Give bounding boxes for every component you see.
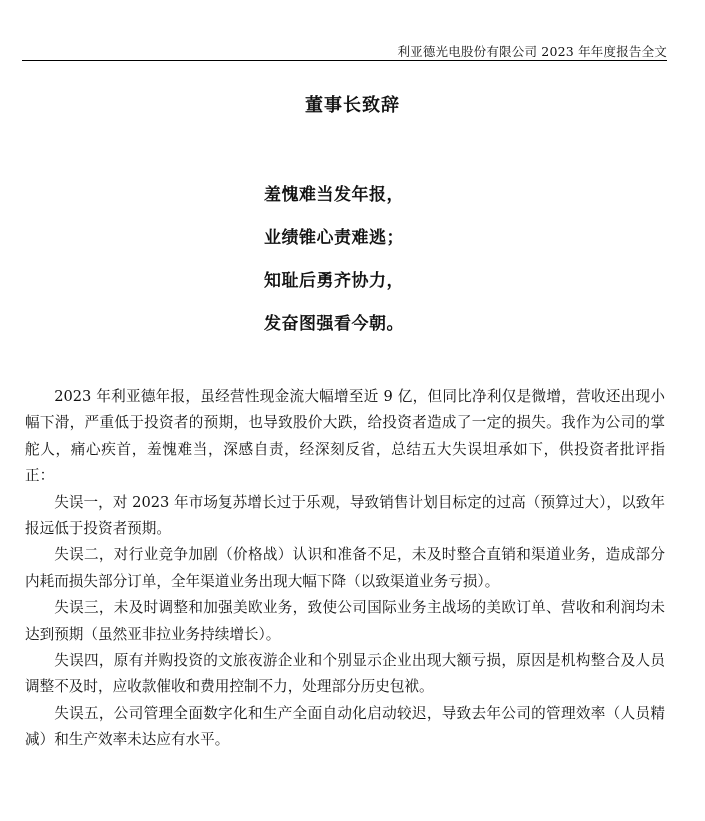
page-title: 董事长致辞 [305, 95, 400, 116]
mistake-three-paragraph: 失误三，未及时调整和加强美欧业务，致使公司国际业务主战场的美欧订单、营收和利润均未达到预期（虽然亚非拉业务持续增长）。 [25, 599, 665, 643]
running-header: 利亚德光电股份有限公司 2023 年年度报告全文 [397, 44, 667, 59]
poem-line: 羞愧难当发年报， [264, 185, 404, 205]
poem-line: 知耻后勇齐协力， [264, 271, 404, 291]
body-text [25, 384, 665, 754]
header-divider [22, 60, 667, 61]
mistake-five-paragraph: 失误五，公司管理全面数字化和生产全面自动化启动较迟，导致去年公司的管理效率（人员精减）和生产效率未达应有水平。 [25, 704, 665, 749]
mistake-four-paragraph: 失误四，原有并购投资的文旅夜游企业和个别显示企业出现大额亏损，原因是机构整合及人员调整不及时，应收款催收和费用控制不力，处理部分历史包袱。 [25, 652, 665, 696]
intro-paragraph: 2023 年利亚德年报，虽经营性现金流大幅增至近 9 亿，但同比净利仅是微增，营收还出现小幅下滑，严重低于投资者的预期，也导致股价大跌，给投资者造成了一定的损失。我作为公司的掌舵人，痛心疾首，羞愧难当，深感自责，经深刻反省，总结五大失误坦承如下，供投资者批评指正： [25, 388, 665, 485]
mistake-one-paragraph: 失误一，对 2023 年市场复苏增长过于乐观，导致销售计划目标定的过高（预算过大），以致年报远低于投资者预期。 [25, 493, 665, 538]
poem-line: 发奋图强看今朝。 [264, 314, 404, 334]
mistake-two-paragraph: 失误二，对行业竞争加剧（价格战）认识和准备不足，未及时整合直销和渠道业务，造成部分内耗而损失部分订单，全年渠道业务出现大幅下降（以致渠道业务亏损）。 [25, 546, 665, 590]
poem [264, 180, 404, 352]
poem-line: 业绩锥心责难逃； [264, 228, 404, 248]
